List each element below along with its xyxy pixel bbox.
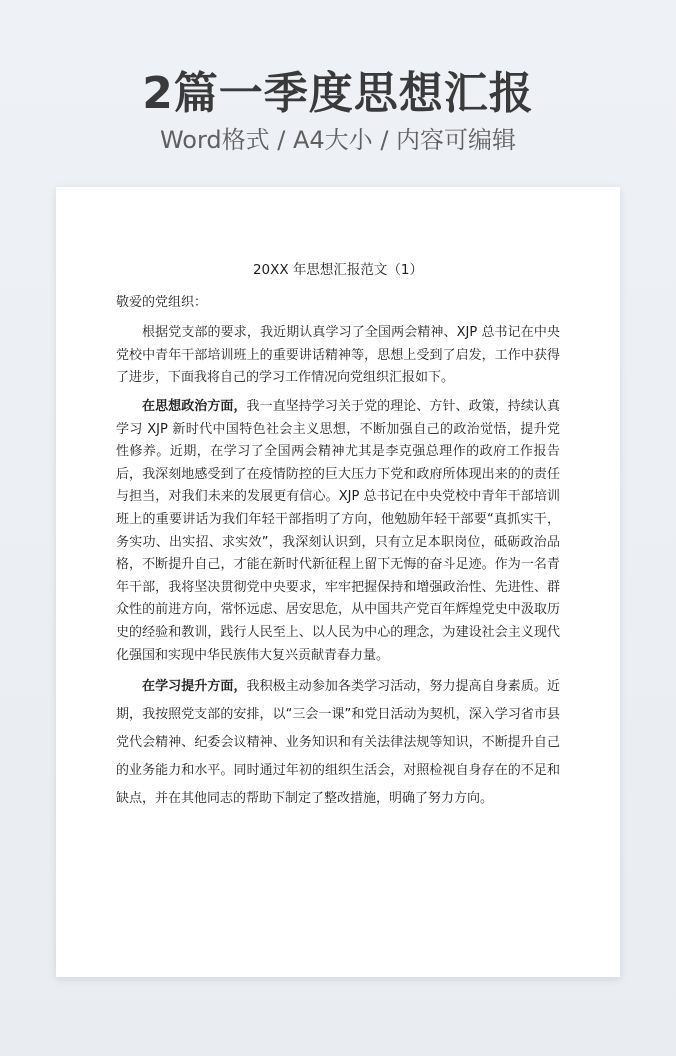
paragraph-learning: [116, 673, 560, 813]
paragraph-political: [116, 396, 560, 667]
page-title: 2篇一季度思想汇报: [142, 68, 534, 119]
document-page: [56, 187, 620, 977]
paragraph-text: 根据党支部的要求，我近期认真学习了全国两会精神、XJP 总书记在中央党校中青年干部培训班上的重要讲话精神等，思想上受到了启发，工作中获得了进步，下面我将自己的学习工作情况向党组织汇报如下。: [116, 325, 560, 386]
paragraph-intro: [116, 322, 560, 390]
paragraph-lead: 在思想政治方面，: [142, 398, 247, 414]
document-body: [116, 259, 560, 819]
page-header: [0, 66, 676, 156]
salutation: 敬爱的党组织：: [116, 294, 208, 310]
paragraph-lead: 在学习提升方面，: [142, 679, 247, 695]
paragraph-text: 我一直坚持学习关于党的理论、方针、政策，持续认真学习 XJP 新时代中国特色社会主义思想，不断加强自己的政治觉悟，提升党性修养。近期，在学习了全国两会精神尤其是李克强总理作的政府工作报告后，我深刻地感受到了在疫情防控的巨大压力下党和政府所体现出来的的责任与担当，对我们未来的发展更有信心。XJP 总书记在中央党校中青年干部培训班上的重要讲话为我们年轻干部指明了方向，他勉励年轻干部要“真抓实干，务实功、出实招、求实效”，我深刻认识到，只有立足本职岗位，砥砺政治品格，不断提升自己，才能在新时代新征程上留下无悔的奋斗足迹。作为一名青年干部，我将坚决贯彻党中央要求，牢牢把握保持和增强政治性、先进性、群众性的前进方向，常怀远虑、居安思危，从中国共产党百年辉煌党史中汲取历史的经验和教训，践行人民至上、以人民为中心的理念，为建设社会主义现代化强国和实现中华民族伟大复兴贡献青春力量。: [116, 398, 560, 663]
document-title: 20XX 年思想汇报范文（1）: [252, 262, 424, 278]
paragraph-text: 我积极主动参加各类学习活动，努力提高自身素质。近期，我按照党支部的安排，以“三会一课”和党日活动为契机，深入学习省市县党代会精神、纪委会议精神、业务知识和有关法律法规等知识，不断提升自己的业务能力和水平。同时通过年初的组织生活会，对照检视自身存在的不足和缺点，并在其他同志的帮助下制定了整改措施，明确了努力方向。: [116, 679, 560, 807]
page-subtitle: Word格式 / A4大小 / 内容可编辑: [159, 126, 517, 154]
